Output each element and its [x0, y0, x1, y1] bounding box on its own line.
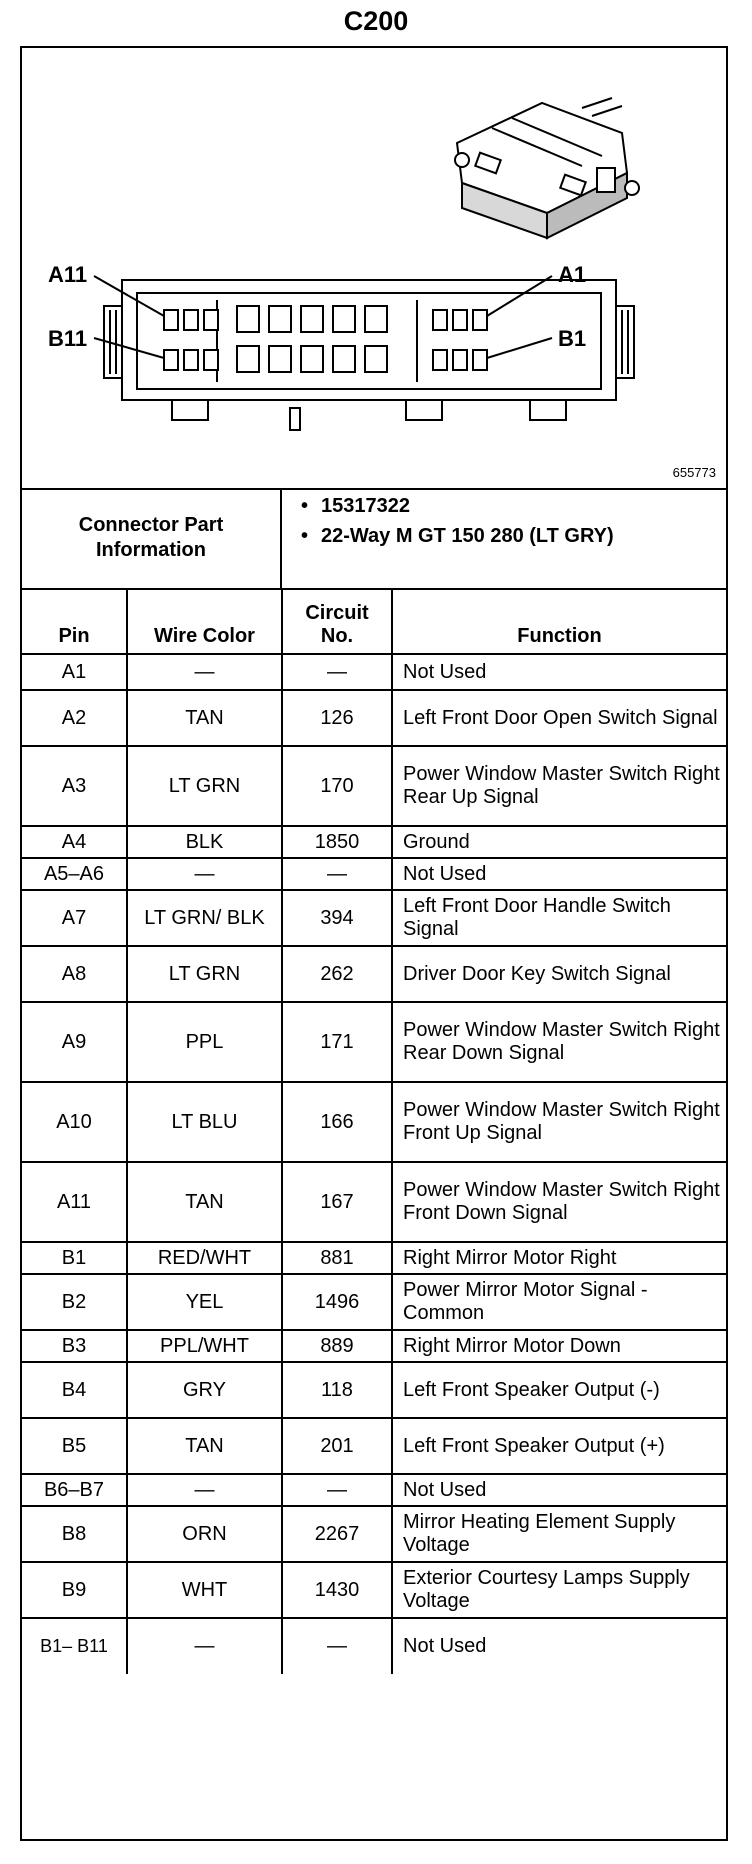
circuit-cell: 1496	[282, 1274, 392, 1330]
table-row	[22, 1162, 726, 1242]
table-row	[22, 690, 726, 746]
table-row	[22, 1002, 726, 1082]
table-row	[22, 654, 726, 690]
callout-a1: A1	[558, 262, 587, 287]
wire-color-cell: YEL	[127, 1274, 282, 1330]
connector-iso-view	[455, 98, 639, 238]
page-title: C200	[343, 6, 409, 36]
connector-description: • 22-Way M GT 150 280 (LT GRY)	[297, 524, 717, 548]
callout-b11: B11	[48, 326, 88, 351]
table-row	[22, 946, 726, 1002]
circuit-cell: 881	[282, 1242, 392, 1274]
function-cell: Power Window Master Switch Right Front Up Signal	[392, 1082, 726, 1162]
wire-color-cell: PPL/WHT	[127, 1330, 282, 1362]
table-row	[22, 1362, 726, 1418]
circuit-cell: 1850	[282, 826, 392, 858]
table-row	[22, 1618, 726, 1674]
wire-color-cell: TAN	[127, 690, 282, 746]
function-cell: Left Front Speaker Output (+)	[392, 1418, 726, 1474]
wire-color-cell: —	[127, 654, 282, 690]
pin-cell: A10	[22, 1082, 127, 1162]
function-cell: Ground	[392, 826, 726, 858]
table-row	[22, 1474, 726, 1506]
function-cell: Power Window Master Switch Right Rear Up Signal	[392, 746, 726, 826]
function-cell: Left Front Door Handle Switch Signal	[392, 890, 726, 946]
pin-cell: A1	[22, 654, 127, 690]
table-row	[22, 1330, 726, 1362]
circuit-cell: 171	[282, 1002, 392, 1082]
header-wire-color: Wire Color	[127, 588, 282, 654]
circuit-cell: 126	[282, 690, 392, 746]
function-cell: Left Front Door Open Switch Signal	[392, 690, 726, 746]
circuit-cell: 262	[282, 946, 392, 1002]
circuit-cell: 201	[282, 1418, 392, 1474]
function-cell: Right Mirror Motor Down	[392, 1330, 726, 1362]
pin-cell: A4	[22, 826, 127, 858]
header-pin: Pin	[22, 588, 127, 654]
function-cell: Power Mirror Motor Signal - Common	[392, 1274, 726, 1330]
function-cell: Right Mirror Motor Right	[392, 1242, 726, 1274]
wire-color-cell: ORN	[127, 1506, 282, 1562]
wire-color-cell: TAN	[127, 1418, 282, 1474]
function-cell: Not Used	[392, 654, 726, 690]
function-cell: Not Used	[392, 1618, 726, 1674]
part-number: • 15317322	[297, 494, 717, 518]
pin-cell: B4	[22, 1362, 127, 1418]
pin-cell: B1– B11	[22, 1618, 127, 1674]
wire-color-cell: PPL	[127, 1002, 282, 1082]
circuit-cell: 118	[282, 1362, 392, 1418]
connector-part-information	[22, 488, 726, 590]
pin-cell: A8	[22, 946, 127, 1002]
function-cell: Driver Door Key Switch Signal	[392, 946, 726, 1002]
wire-color-cell: —	[127, 1474, 282, 1506]
wire-color-cell: RED/WHT	[127, 1242, 282, 1274]
circuit-cell: 889	[282, 1330, 392, 1362]
circuit-cell: 166	[282, 1082, 392, 1162]
connector-face	[104, 280, 634, 430]
pin-cell: A11	[22, 1162, 127, 1242]
table-row	[22, 1506, 726, 1562]
pin-cell: A9	[22, 1002, 127, 1082]
wire-color-cell: —	[127, 858, 282, 890]
table-row	[22, 1082, 726, 1162]
pin-cell: A7	[22, 890, 127, 946]
connector-sheet	[20, 46, 728, 1841]
callout-b1: B1	[558, 326, 587, 351]
wire-color-cell: LT GRN/ BLK	[127, 890, 282, 946]
header-circuit-no: Circuit No.	[282, 588, 392, 654]
pin-cell: B9	[22, 1562, 127, 1618]
table-row	[22, 1418, 726, 1474]
callout-a11: A11	[48, 262, 88, 287]
circuit-cell: 167	[282, 1162, 392, 1242]
pin-cell: A5–A6	[22, 858, 127, 890]
pin-cell: B3	[22, 1330, 127, 1362]
function-cell: Power Window Master Switch Right Front Down Signal	[392, 1162, 726, 1242]
wire-color-cell: LT GRN	[127, 946, 282, 1002]
circuit-cell: —	[282, 858, 392, 890]
circuit-cell: —	[282, 654, 392, 690]
table-header-row	[22, 588, 726, 654]
table-row	[22, 1274, 726, 1330]
pinout-table	[22, 588, 726, 1674]
wire-color-cell: TAN	[127, 1162, 282, 1242]
function-cell: Left Front Speaker Output (-)	[392, 1362, 726, 1418]
table-row	[22, 1562, 726, 1618]
circuit-cell: 2267	[282, 1506, 392, 1562]
function-cell: Power Window Master Switch Right Rear Down Signal	[392, 1002, 726, 1082]
wire-color-cell: —	[127, 1618, 282, 1674]
circuit-cell: 170	[282, 746, 392, 826]
pin-cell: B5	[22, 1418, 127, 1474]
pin-cell: A3	[22, 746, 127, 826]
wire-color-cell: LT GRN	[127, 746, 282, 826]
wire-color-cell: WHT	[127, 1562, 282, 1618]
function-cell: Not Used	[392, 858, 726, 890]
circuit-cell: 394	[282, 890, 392, 946]
function-cell: Mirror Heating Element Supply Voltage	[392, 1506, 726, 1562]
part-info-list	[297, 494, 717, 554]
connector-drawing	[22, 48, 726, 488]
function-cell: Not Used	[392, 1474, 726, 1506]
pin-cell: B1	[22, 1242, 127, 1274]
wire-color-cell: LT BLU	[127, 1082, 282, 1162]
pin-cell: B2	[22, 1274, 127, 1330]
pin-cell: B8	[22, 1506, 127, 1562]
table-row	[22, 890, 726, 946]
connector-figure	[22, 48, 726, 490]
circuit-cell: —	[282, 1618, 392, 1674]
wire-color-cell: BLK	[127, 826, 282, 858]
pin-cell: A2	[22, 690, 127, 746]
table-row	[22, 1242, 726, 1274]
part-info-label: Connector Part Information	[22, 488, 282, 588]
table-row	[22, 826, 726, 858]
header-function: Function	[392, 588, 726, 654]
circuit-cell: 1430	[282, 1562, 392, 1618]
figure-number: 655773	[672, 465, 716, 480]
table-row	[22, 746, 726, 826]
circuit-cell: —	[282, 1474, 392, 1506]
function-cell: Exterior Courtesy Lamps Supply Voltage	[392, 1562, 726, 1618]
wire-color-cell: GRY	[127, 1362, 282, 1418]
pin-cell: B6–B7	[22, 1474, 127, 1506]
table-row	[22, 858, 726, 890]
